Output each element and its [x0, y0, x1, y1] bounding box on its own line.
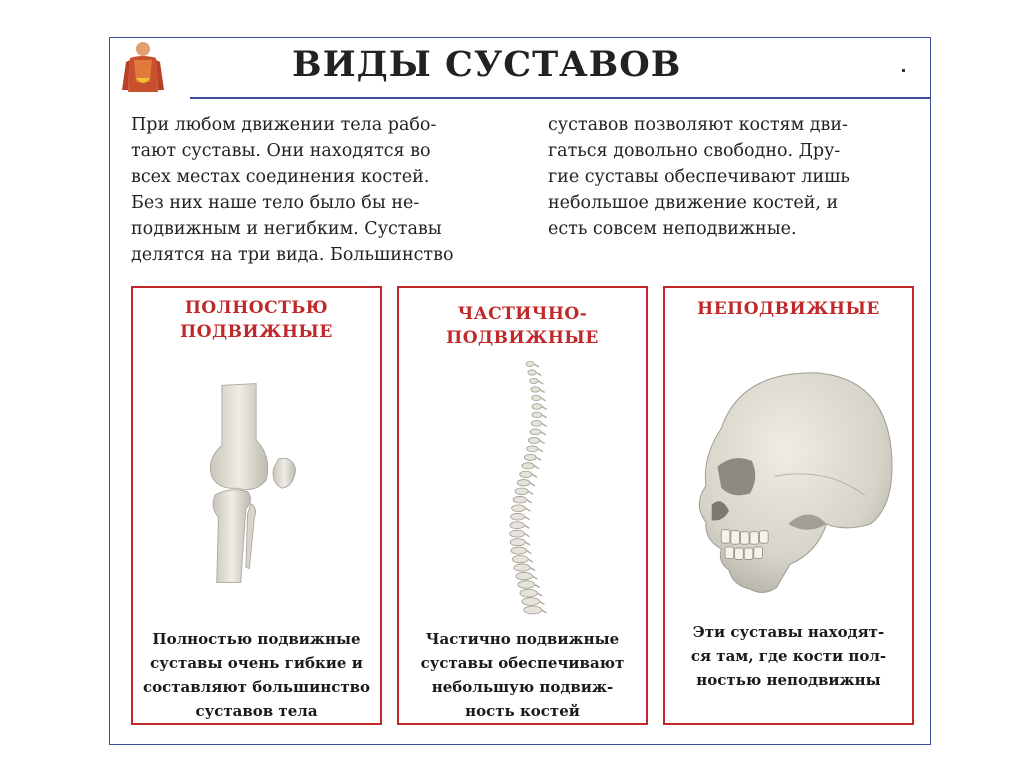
joint-card-partially-movable [397, 286, 648, 725]
anatomy-logo-icon [112, 40, 174, 98]
title-underline [190, 97, 930, 99]
joint-card-fully-movable [131, 286, 382, 725]
card-caption: Эти суставы находят- ся там, где кости пол- ностью неподвижны [690, 623, 887, 689]
intro-text-right: суставов позволяют костям дви- гаться довольно свободно. Дру- гие суставы обеспечивают лишь небольшое движение костей, и есть совсем неподвижные. [548, 115, 850, 239]
spine-icon [487, 360, 567, 618]
joint-card-immovable [663, 286, 914, 725]
intro-text-left: При любом движении тела рабо- тают суставы. Они находятся во всех местах соединения костей. Без них наше тело было бы не- подвижным и негибким. Суставы делятся на три вида. Большинство [131, 115, 454, 265]
knee-joint-icon [203, 364, 323, 602]
card-caption: Полностью подвижные суставы очень гибкие и составляют большинство суставов тела [142, 630, 371, 720]
card-caption: Частично подвижные суставы обеспечивают небольшую подвиж- ность костей [420, 630, 625, 720]
card-title: ПОЛНОСТЬЮ ПОДВИЖНЫЕ [180, 298, 333, 342]
card-title: ЧАСТИЧНО- ПОДВИЖНЫЕ [446, 304, 599, 348]
card-title: НЕПОДВИЖНЫЕ [697, 299, 880, 319]
skull-icon [683, 356, 903, 606]
decorative-dot [902, 69, 905, 72]
page-title: ВИДЫ СУСТАВОВ [292, 44, 682, 85]
